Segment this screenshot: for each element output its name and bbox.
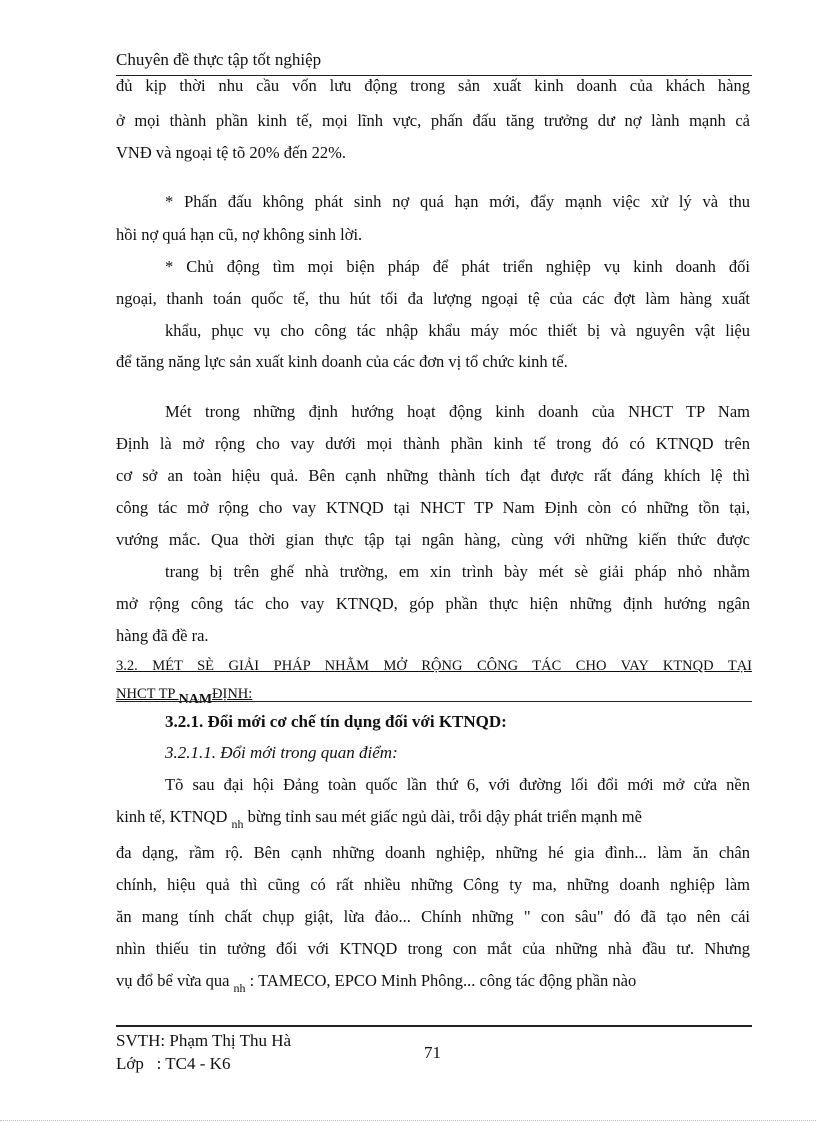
body-line: Tõ sau đại hội Đảng toàn quốc lần thứ 6, với đường lối đổi mới mở cửa nền <box>165 775 750 794</box>
section-heading: 3.2. MÉT SÈ GIẢI PHÁP NHẰM MỞ RỘNG CÔNG TÁC CHO VAY KTNQD TẠI <box>116 658 752 674</box>
footer-class: Lớp : TC4 - K6 <box>116 1054 231 1073</box>
body-line: hàng đã đề ra. <box>116 626 209 645</box>
header-title: Chuyên đề thực tập tốt nghiệp <box>116 50 322 69</box>
body-line: chính, hiệu quả thì cũng có rất nhiều những Công ty ma, những doanh nghiệp làm <box>116 875 750 894</box>
footer-student: SVTH: Phạm Thị Thu Hà <box>116 1031 292 1050</box>
footer-rule <box>116 1025 752 1027</box>
body-line: vụ đổ bể vừa qua $_{nh}$ : TAMECO, EPCO Minh Phông... công tác động phần nào <box>116 971 637 995</box>
body-line: đủ kịp thời nhu cầu vốn lưu động trong sản xuất kinh doanh của khách hàng <box>116 76 750 95</box>
body-line: Định là mở rộng cho vay dưới mọi thành phần kinh tế trong đó có KTNQD trên <box>116 434 750 453</box>
body-line: trang bị trên ghế nhà trường, em xin trình bày mét sè giải pháp nhỏ nhằm <box>165 562 750 581</box>
subsubsection-heading: 3.2.1.1. Đổi mới trong quan điểm: <box>165 743 398 762</box>
body-line: hồi nợ quá hạn cũ, nợ không sinh lời. <box>116 225 363 244</box>
body-line: ở mọi thành phần kinh tế, mọi lĩnh vực, phấn đấu tăng trưởng dư nợ lành mạnh cả <box>116 111 750 130</box>
body-line: vướng mắc. Qua thời gian thực tập tại ngân hàng, cùng với những kiến thức được <box>116 530 750 549</box>
body-line: đa dạng, rầm rộ. Bên cạnh những doanh nghiệp, những hé gia đình... làm ăn chân <box>116 843 750 862</box>
body-line: cơ sở an toàn hiệu quả. Bên cạnh những thành tích đạt được rất đáng khích lệ thì <box>116 466 750 485</box>
section-heading-line2: NHCT TP NAMĐỊNH: <box>116 686 253 707</box>
body-line: để tăng năng lực sản xuất kinh doanh của các đơn vị tổ chức kinh tế. <box>116 352 568 371</box>
body-line: Mét trong những định hướng hoạt động kinh doanh của NHCT TP Nam <box>165 402 750 421</box>
body-line: VNĐ và ngoại tệ tõ 20% đến 22%. <box>116 143 347 162</box>
body-line: ăn mang tính chất chụp giật, lừa đảo... Chính những " con sâu" đó đã tạo nên cái <box>116 907 750 926</box>
body-line: * Chủ động tìm mọi biện pháp để phát triển nghiệp vụ kinh doanh đối <box>165 257 750 276</box>
body-line: nhìn thiếu tin tưởng đối với KTNQD trong con mắt của những nhà đầu tư. Nhưng <box>116 939 750 958</box>
body-line: ngoại, thanh toán quốc tế, thu hút tối đa lượng ngoại tệ của các đợt làm hàng xuất <box>116 289 750 308</box>
page-edge-divider <box>0 1120 816 1121</box>
page-number: 71 <box>424 1043 441 1062</box>
body-line: mở rộng công tác cho vay KTNQD, góp phần thực hiện những định hướng ngân <box>116 594 750 613</box>
body-line: khẩu, phục vụ cho công tác nhập khẩu máy móc thiết bị và nguyên vật liệu <box>165 321 750 340</box>
body-line: công tác mở rộng cho vay KTNQD tại NHCT TP Nam Định còn có những tồn tại, <box>116 498 750 517</box>
body-line: kinh tế, KTNQD $_{nh}$ bừng tỉnh sau mét giấc ngủ dài, trỗi dậy phát triển mạnh mẽ <box>116 807 642 831</box>
section-rule <box>116 701 752 702</box>
body-line: * Phấn đấu không phát sinh nợ quá hạn mới, đẩy mạnh việc xử lý và thu <box>165 192 750 211</box>
subsection-heading: 3.2.1. Đổi mới cơ chế tín dụng đối với KTNQD: <box>165 712 507 731</box>
